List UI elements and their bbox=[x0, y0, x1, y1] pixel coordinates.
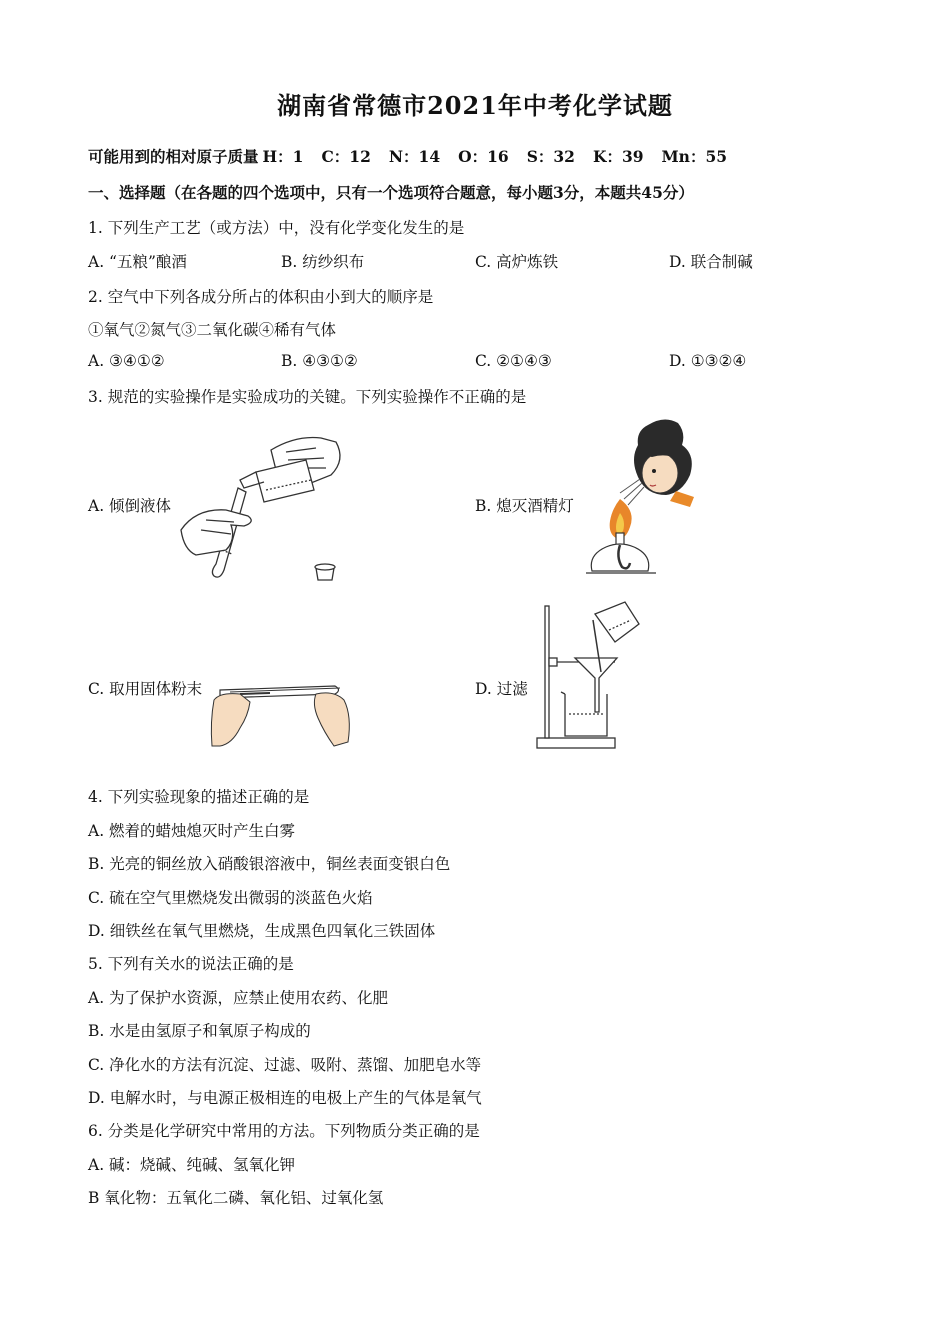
question-2-option-d: D. ①③②④ bbox=[669, 352, 747, 370]
solid-powder-figure bbox=[210, 672, 355, 750]
question-5-option-b: B. 水是由氢原子和氧原子构成的 bbox=[88, 1022, 311, 1040]
question-4-stem: 4. 下列实验现象的描述正确的是 bbox=[88, 788, 310, 806]
section-heading: 一、选择题（在各题的四个选项中，只有一个选项符合题意，每小题3分，本题共45分） bbox=[88, 183, 694, 202]
question-3-option-d: D. 过滤 bbox=[475, 680, 528, 698]
question-5-stem: 5. 下列有关水的说法正确的是 bbox=[88, 955, 294, 973]
question-4-option-b: B. 光亮的铜丝放入硝酸银溶液中，铜丝表面变银白色 bbox=[88, 855, 451, 873]
question-1-stem: 1. 下列生产工艺（或方法）中，没有化学变化发生的是 bbox=[88, 219, 465, 237]
question-3-stem: 3. 规范的实验操作是实验成功的关键。下列实验操作不正确的是 bbox=[88, 388, 527, 406]
question-2-option-a: A. ③④①② bbox=[88, 352, 165, 370]
question-6-stem: 6. 分类是化学研究中常用的方法。下列物质分类正确的是 bbox=[88, 1122, 480, 1140]
question-1-option-b: B. 纺纱织布 bbox=[281, 253, 365, 271]
question-1-option-c: C. 高炉炼铁 bbox=[475, 253, 559, 271]
question-4-option-d: D. 细铁丝在氧气里燃烧，生成黑色四氧化三铁固体 bbox=[88, 922, 436, 940]
atomic-mass-mn: Mn：55 bbox=[661, 147, 728, 166]
atomic-mass-line bbox=[88, 145, 745, 167]
atomic-mass-o: O：16 bbox=[458, 147, 509, 166]
question-2-option-b: B. ④③①② bbox=[281, 352, 358, 370]
atomic-mass-h: H：1 bbox=[262, 147, 304, 166]
pour-liquid-figure bbox=[176, 430, 356, 585]
page-title: 湖南省常德市2021年中考化学试题 bbox=[277, 91, 673, 120]
filtration-figure bbox=[535, 602, 645, 750]
question-2-stem: 2. 空气中下列各成分所占的体积由小到大的顺序是 bbox=[88, 288, 434, 306]
atomic-mass-n: N：14 bbox=[388, 147, 441, 166]
question-2-items: ①氧气②氮气③二氧化碳④稀有气体 bbox=[88, 321, 337, 339]
question-1-option-d: D. 联合制碱 bbox=[669, 253, 753, 271]
question-1-option-a: A. “五粮”酿酒 bbox=[88, 253, 187, 271]
question-3-option-c: C. 取用固体粉末 bbox=[88, 680, 203, 698]
question-4-option-c: C. 硫在空气里燃烧发出微弱的淡蓝色火焰 bbox=[88, 889, 373, 907]
question-4-option-a: A. 燃着的蜡烛熄灭时产生白雾 bbox=[88, 822, 296, 840]
question-6-option-a: A. 碱：烧碱、纯碱、氢氧化钾 bbox=[88, 1156, 296, 1174]
question-5-option-a: A. 为了保护水资源，应禁止使用农药、化肥 bbox=[88, 989, 389, 1007]
question-2-option-c: C. ②①④③ bbox=[475, 352, 552, 370]
question-5-option-c: C. 净化水的方法有沉淀、过滤、吸附、蒸馏、加肥皂水等 bbox=[88, 1056, 482, 1074]
atomic-mass-s: S：32 bbox=[526, 147, 575, 166]
atomic-mass-c: C：12 bbox=[321, 147, 371, 166]
question-5-option-d: D. 电解水时，与电源正极相连的电极上产生的气体是氧气 bbox=[88, 1089, 482, 1107]
question-3-option-b: B. 熄灭酒精灯 bbox=[475, 497, 574, 515]
extinguish-lamp-figure bbox=[586, 415, 698, 580]
question-6-option-b: B 氧化物：五氧化二磷、氧化铝、过氧化氢 bbox=[88, 1189, 384, 1207]
atomic-mass-prefix: 可能用到的相对原子质量 bbox=[88, 147, 259, 166]
atomic-mass-k: K：39 bbox=[592, 147, 644, 166]
question-3-option-a: A. 倾倒液体 bbox=[88, 497, 172, 515]
